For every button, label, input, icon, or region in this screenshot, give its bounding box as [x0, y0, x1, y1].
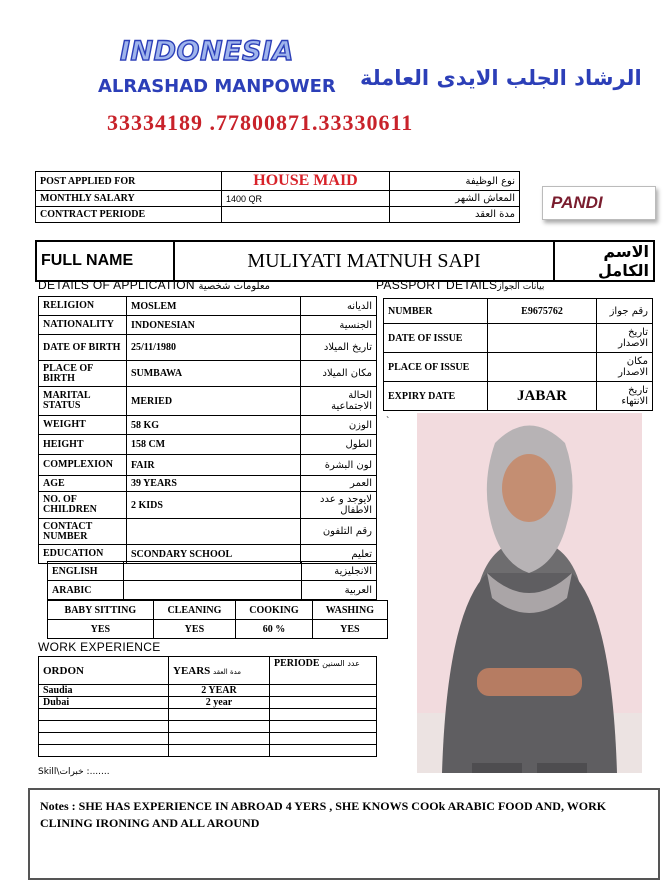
detail-value: 58 KG: [126, 416, 300, 435]
notes-text: SHE HAS EXPERIENCE IN ABROAD 4 YERS , SHE KNOWS COOk ARABIC FOOD AND, WORK CLINING IRONING AND ALL AROUND: [40, 799, 607, 830]
work-period: [270, 745, 377, 757]
work-header-period-ar: عدد السنين: [322, 659, 360, 668]
full-name-value: MULIYATI MATNUH SAPI: [174, 241, 554, 281]
details-title: [38, 278, 270, 292]
detail-label: HEIGHT: [39, 435, 127, 455]
detail-label-ar: الوزن: [301, 416, 377, 435]
work-country: Dubai: [39, 697, 169, 709]
detail-label: EDUCATION: [39, 545, 127, 564]
detail-label: COMPLEXION: [39, 455, 127, 476]
notes-box: [28, 788, 660, 880]
passport-label: NUMBER: [384, 299, 488, 324]
passport-value: E9675762: [488, 299, 597, 324]
applicant-photo: [417, 413, 642, 773]
work-header-period-en: PERIODE: [274, 658, 320, 669]
language-label: ARABIC: [48, 581, 124, 600]
work-header-years-en: YEARS: [173, 664, 211, 677]
skills-table: [47, 600, 388, 639]
skill-header: BABY SITTING: [48, 601, 154, 620]
detail-label: WEIGHT: [39, 416, 127, 435]
country-title: INDONESIA: [120, 36, 294, 67]
full-name-label: FULL NAME: [36, 241, 174, 281]
skill-line: Skill\خبرات :.......: [38, 767, 110, 777]
agency-name: ALRASHAD MANPOWER: [98, 76, 336, 97]
language-label-ar: العربية: [302, 581, 377, 600]
passport-label-ar: تاريخ الانتهاء: [597, 382, 653, 411]
skill-value: YES: [153, 620, 235, 639]
work-years: 2 YEAR: [169, 685, 270, 697]
detail-value: [126, 519, 300, 545]
detail-value: SCONDARY SCHOOL: [126, 545, 300, 564]
work-years: 2 year: [169, 697, 270, 709]
passport-value: [488, 353, 597, 382]
passport-label-ar: رقم جواز: [597, 299, 653, 324]
salary-label-ar: المعاش الشهر: [390, 191, 520, 207]
work-period: [270, 709, 377, 721]
detail-label-ar: الديانه: [301, 297, 377, 316]
skill-value: YES: [312, 620, 387, 639]
full-name-label-ar: الاسم الكامل: [554, 241, 654, 281]
passport-table: [383, 298, 653, 411]
detail-value: 25/11/1980: [126, 335, 300, 361]
post-table: [35, 171, 520, 223]
notes-label: Notes :: [40, 799, 76, 813]
skill-value: 60 %: [236, 620, 313, 639]
contract-label-ar: مدة العقد: [390, 207, 520, 223]
detail-label: RELIGION: [39, 297, 127, 316]
work-header-country: ORDON: [39, 657, 169, 685]
detail-label: CONTACT NUMBER: [39, 519, 127, 545]
passport-value: [488, 324, 597, 353]
detail-label-ar: العمر: [301, 476, 377, 492]
passport-label-ar: مكان الاصدار: [597, 353, 653, 382]
salary-value: 1400 QR: [222, 191, 390, 207]
passport-label-ar: تاريخ الاصدار: [597, 324, 653, 353]
detail-label-ar: مكان الميلاد: [301, 361, 377, 387]
work-years: [169, 733, 270, 745]
language-label-ar: الانجليزية: [302, 562, 377, 581]
detail-label-ar: لايوجد و عدد الاطفال: [301, 492, 377, 519]
detail-label: MARITAL STATUS: [39, 387, 127, 416]
work-country: [39, 709, 169, 721]
work-period: [270, 721, 377, 733]
detail-label-ar: تاريخ الميلاد: [301, 335, 377, 361]
post-value: HOUSE MAID: [222, 172, 390, 191]
detail-label-ar: الجنسية: [301, 316, 377, 335]
skill-header: COOKING: [236, 601, 313, 620]
passport-title: [376, 278, 544, 292]
skill-value: YES: [48, 620, 154, 639]
detail-label: NATIONALITY: [39, 316, 127, 335]
language-table: [47, 561, 377, 600]
contract-value: [222, 207, 390, 223]
work-country: [39, 721, 169, 733]
detail-label: NO. OF CHILDREN: [39, 492, 127, 519]
contract-label: CONTRACT PERIODE: [36, 207, 222, 223]
detail-value: 158 CM: [126, 435, 300, 455]
work-header-period: [270, 657, 377, 685]
work-experience-table: [38, 656, 377, 757]
details-title-en: DETAILS OF APPLICATION: [38, 278, 195, 292]
detail-label-ar: تعليم: [301, 545, 377, 564]
detail-label: DATE OF BIRTH: [39, 335, 127, 361]
detail-value: 39 YEARS: [126, 476, 300, 492]
detail-label-ar: لون البشرة: [301, 455, 377, 476]
passport-label: EXPIRY DATE: [384, 382, 488, 411]
stray-mark: `: [386, 416, 390, 427]
work-header-years: [169, 657, 270, 685]
detail-label: PLACE OF BIRTH: [39, 361, 127, 387]
passport-title-ar: بيانات الجواز: [497, 282, 545, 292]
work-years: [169, 709, 270, 721]
agency-name-arabic: الرشاد الجلب الايدى العاملة: [360, 66, 642, 90]
detail-label: AGE: [39, 476, 127, 492]
work-period: [270, 733, 377, 745]
language-label: ENGLISH: [48, 562, 124, 581]
detail-value: MERIED: [126, 387, 300, 416]
person-photo-icon: [417, 413, 642, 773]
passport-label: PLACE OF ISSUE: [384, 353, 488, 382]
detail-value: MOSLEM: [126, 297, 300, 316]
passport-value: JABAR: [488, 382, 597, 411]
work-years: [169, 745, 270, 757]
skill-header: CLEANING: [153, 601, 235, 620]
details-table: [38, 296, 377, 564]
work-country: Saudia: [39, 685, 169, 697]
passport-title-en: PASSPORT DETAILS: [376, 278, 498, 292]
post-label-ar: نوع الوظيفة: [390, 172, 520, 191]
language-value: [124, 581, 302, 600]
skill-header: WASHING: [312, 601, 387, 620]
detail-value: SUMBAWA: [126, 361, 300, 387]
post-label: POST APPLIED FOR: [36, 172, 222, 191]
detail-label-ar: رقم التلفون: [301, 519, 377, 545]
work-country: [39, 733, 169, 745]
work-experience-title: WORK EXPERIENCE: [38, 640, 161, 654]
salary-label: MONTHLY SALARY: [36, 191, 222, 207]
work-years: [169, 721, 270, 733]
work-header-years-ar: مدة العقد: [213, 667, 242, 676]
work-country: [39, 745, 169, 757]
detail-label-ar: الطول: [301, 435, 377, 455]
details-title-ar: معلومات شخصية: [198, 281, 271, 292]
detail-value: 2 KIDS: [126, 492, 300, 519]
work-period: [270, 697, 377, 709]
detail-value: FAIR: [126, 455, 300, 476]
detail-value: INDONESIAN: [126, 316, 300, 335]
agency-phones: 33334189 .77800871.33330611: [107, 110, 414, 135]
passport-label: DATE OF ISSUE: [384, 324, 488, 353]
full-name-table: [35, 240, 655, 282]
work-period: [270, 685, 377, 697]
language-value: [124, 562, 302, 581]
agent-tag: PANDI: [542, 186, 656, 220]
detail-label-ar: الحالة الاجتماعية: [301, 387, 377, 416]
